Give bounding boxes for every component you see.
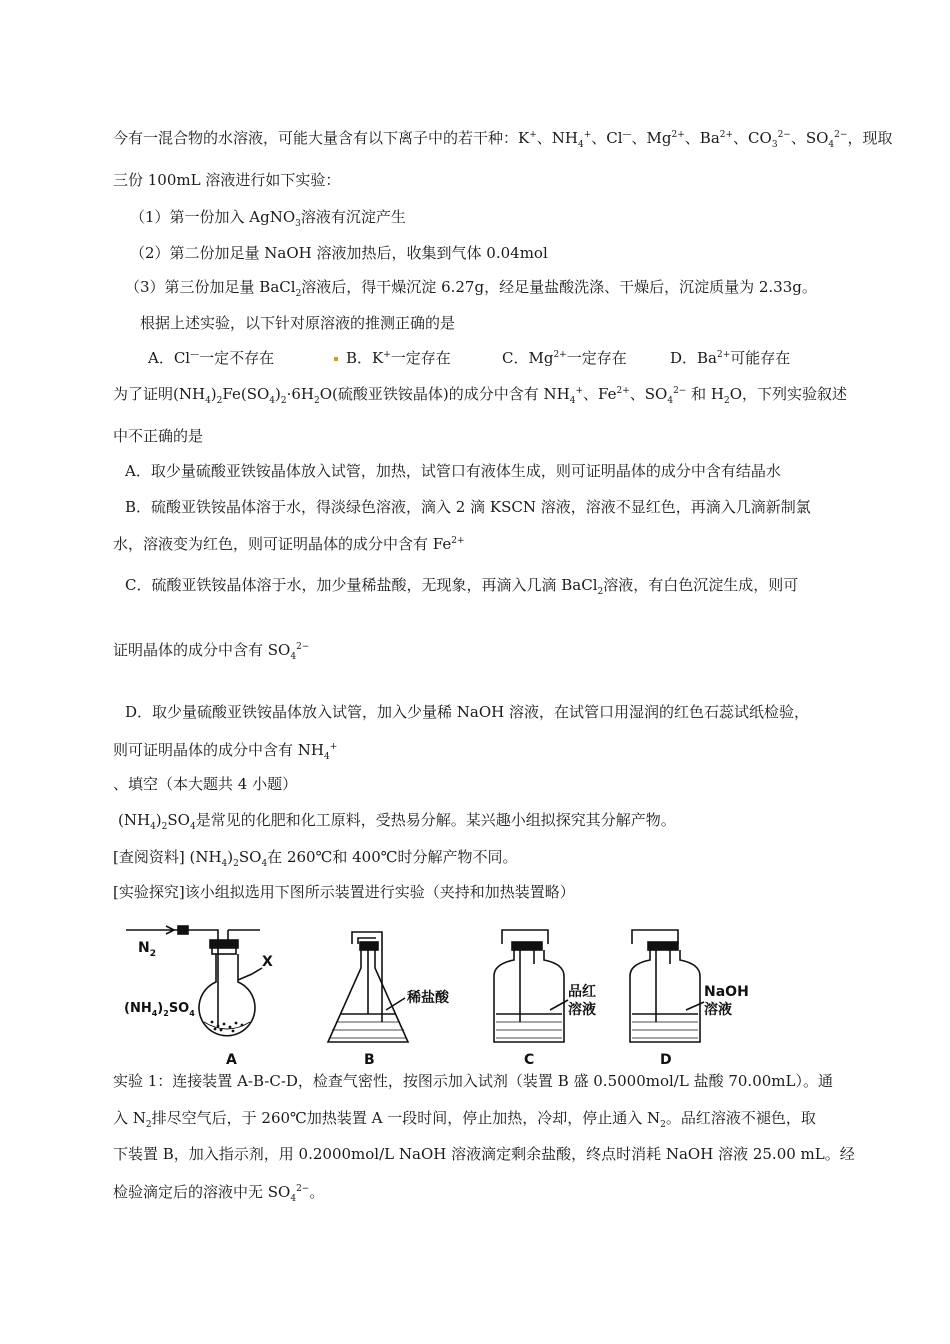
label-d: D [660,1052,672,1068]
q1-step3: （3）第三份加足量 BaCl$_2$溶液后，得干燥沉淀 6.27g，经足量盐酸洗涤、干燥后，沉淀质量为 2.33g。 [125,278,817,299]
q3-exp-line2: 入 $N_2$排尽空气后，于 260℃加热装置 A 一段时间，停止加热，冷却，停止通入 $N_2$。品红溶液不褪色，取 [113,1109,816,1130]
q1-option-b: B．K+一定存在 [346,349,451,367]
label-a: A [226,1052,237,1068]
label-b: B [364,1052,375,1068]
q3-line3: [实验探究]该小组拟选用下图所示装置进行实验（夹持和加热装置略） [113,883,575,901]
mark-dot [334,357,338,361]
apparatus-b [328,932,408,1042]
label-c-reagent-1: 品红 [568,984,596,1000]
label-d-reagent-2: 溶液 [704,1002,732,1018]
q2-option-a: A．取少量硫酸亚铁铵晶体放入试管，加热，试管口有液体生成，则可证明晶体的成分中含有结晶水 [125,462,781,480]
q2-option-c-line2: 证明晶体的成分中含有 $SO_4^{2-}$ [113,641,310,662]
label-d-reagent-1: NaOH [704,984,749,1000]
apparatus-c [494,930,568,1042]
q3-exp-line1: 实验 1：连接装置 A-B-C-D，检查气密性，按图示加入试剂（装置 B 盛 0.5000mol/L 盐酸 70.00mL）。通 [113,1072,833,1090]
q2-line2: 中不正确的是 [113,427,204,445]
label-reagent: $(NH_4)_2SO_4$ [124,1001,195,1018]
q2-option-c-line1: C．硫酸亚铁铵晶体溶于水，加少量稀盐酸，无现象，再滴入几滴 BaCl$_2$溶液，有白色沉淀生成，则可 [125,576,799,597]
label-x: X [262,954,273,970]
q3-exp-line4: 检验滴定后的溶液中无 $SO_4^{2-}$。 [113,1183,325,1204]
apparatus-figure [120,918,760,1068]
label-c-reagent-2: 溶液 [568,1002,596,1018]
q3-line2: [查阅资料] $(NH_4)_2SO_4$在 260℃和 400℃时分解产物不同。 [113,848,518,869]
q1-options [148,348,848,368]
q1-option-c: C．$Mg^{2+}$一定存在 [502,349,627,367]
q1-intro: 今有一混合物的水溶液，可能大量含有以下离子中的若干种：K+、$NH_4^+$、Cl—、$Mg^{2+}$、$Ba^{2+}$、$CO_3^{2-}$、$SO_4^{2-}$，现取 [113,129,893,150]
label-b-reagent: 稀盐酸 [407,990,449,1006]
q2-option-d-line2: 则可证明晶体的成分中含有 $NH_4^+$ [113,741,338,762]
q2-line1: 为了证明$(NH_4)_2Fe(SO_4)_2\cdot 6H_2O$(硫酸亚铁铵晶体)的成分中含有 $NH_4^+$、$Fe^{2+}$、$SO_4^{2-}$ 和 $H_2O$，下列实验叙述 [113,385,848,406]
section-heading: 、填空（本大题共 4 小题） [113,775,298,793]
q3-exp-line3: 下装置 B，加入指示剂，用 0.2000mol/L NaOH 溶液滴定剩余盐酸，终点时消耗 NaOH 溶液 25.00 mL。经 [113,1145,855,1163]
q1-line2: 三份 100mL 溶液进行如下实验： [113,171,341,189]
q2-option-d-line1: D．取少量硫酸亚铁铵晶体放入试管，加入少量稀 NaOH 溶液，在试管口用湿润的红色石蕊试纸检验， [125,703,810,721]
apparatus-d [630,930,704,1042]
label-c: C [524,1052,535,1068]
q1-option-a: A．Cl—一定不存在 [148,349,275,367]
q1-step2: （2）第二份加足量 NaOH 溶液加热后，收集到气体 0.04mol [130,244,548,262]
q1-question: 根据上述实验，以下针对原溶液的推测正确的是 [140,314,456,332]
q1-step1: （1）第一份加入 AgNO$_3$溶液有沉淀产生 [130,208,406,229]
label-n2: $N_2$ [138,940,156,959]
q3-line1: $(NH_4)_2SO_4$是常见的化肥和化工原料，受热易分解。某兴趣小组拟探究其分解产物。 [118,811,676,832]
q2-option-b-line2: 水，溶液变为红色，则可证明晶体的成分中含有 $Fe^{2+}$ [113,535,465,553]
q2-option-b-line1: B．硫酸亚铁铵晶体溶于水，得淡绿色溶液，滴入 2 滴 KSCN 溶液，溶液不显红色，再滴入几滴新制氯 [125,498,811,516]
q1-option-d: D．$Ba^{2+}$可能存在 [670,349,791,367]
